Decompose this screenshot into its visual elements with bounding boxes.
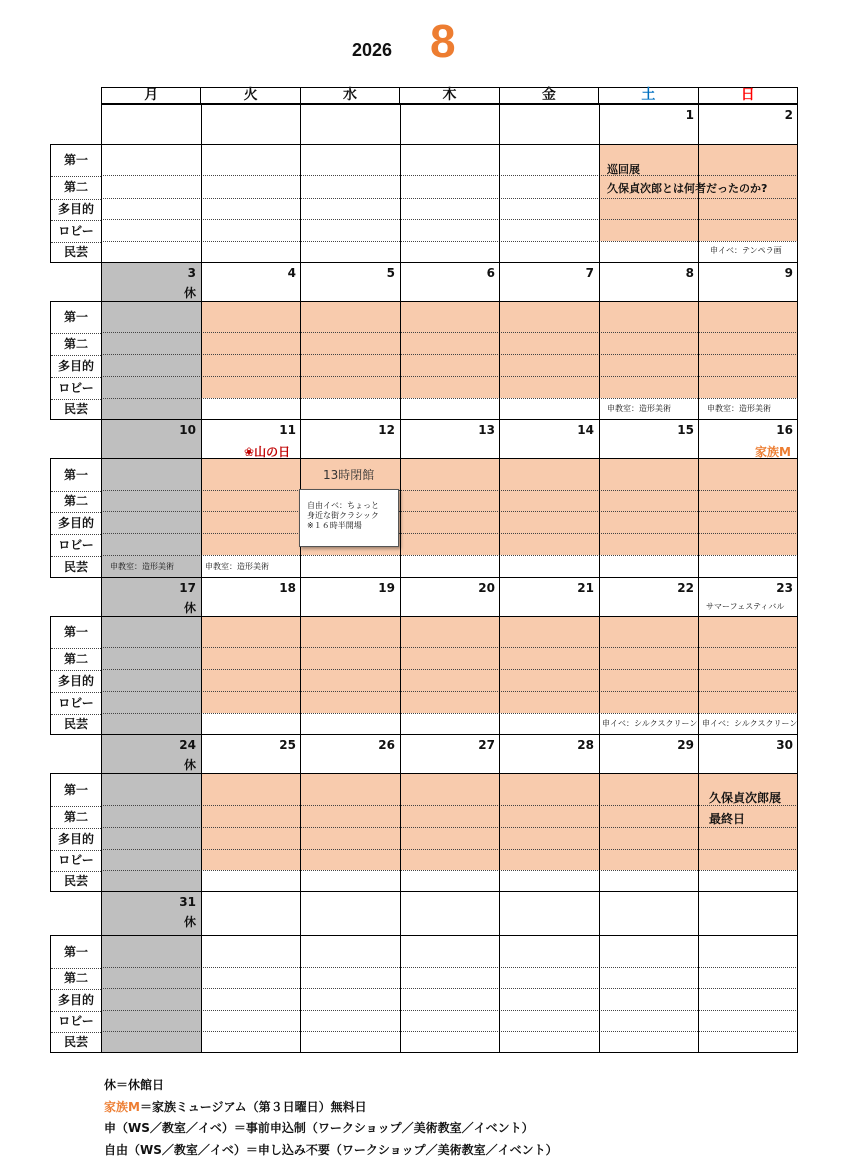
event-exhibit-title: 巡回展 bbox=[607, 163, 640, 176]
grid-line bbox=[499, 891, 500, 1053]
day-number: 20 bbox=[478, 581, 495, 595]
exhibition-cell bbox=[201, 616, 300, 713]
exhibition-cell bbox=[201, 773, 300, 870]
grid-line bbox=[201, 419, 202, 578]
flower-icon: ❀ bbox=[244, 445, 255, 459]
grid-line bbox=[599, 104, 600, 263]
closed-day-cell bbox=[101, 398, 201, 419]
grid-line bbox=[599, 577, 600, 735]
grid-line bbox=[797, 891, 798, 1053]
exhibition-cell bbox=[400, 616, 499, 713]
grid-dotted-line bbox=[101, 713, 798, 714]
grid-dotted-line bbox=[101, 490, 798, 491]
event-class-tue-w3: 申教室：造形美術 bbox=[205, 562, 269, 571]
room-label-divider bbox=[51, 714, 101, 715]
grid-line bbox=[300, 891, 301, 1053]
legend-reservation: 申（WS／教室／イベ）＝事前申込制（ワークショップ／美術教室／イベント） bbox=[104, 1121, 534, 1135]
grid-dotted-line bbox=[101, 870, 798, 871]
popup-line: 身近な街クラシック bbox=[307, 511, 379, 520]
day-number: 8 bbox=[685, 266, 694, 280]
weekday-thu: 木 bbox=[400, 88, 499, 103]
grid-dotted-line bbox=[101, 805, 798, 806]
event-class-sat-w2: 申教室：造形美術 bbox=[607, 404, 671, 413]
exhibition-cell bbox=[300, 301, 400, 398]
room-label: 第一 bbox=[63, 945, 88, 959]
closed-day-cell bbox=[101, 773, 201, 870]
grid-line bbox=[400, 891, 401, 1053]
holiday-label bbox=[244, 443, 290, 460]
room-label: 多目的 bbox=[57, 516, 94, 530]
popup-line: 自由イベ：ちょっと bbox=[307, 501, 379, 510]
day-number: 6 bbox=[486, 266, 495, 280]
exhibition-cell bbox=[400, 301, 499, 398]
day-number: 11 bbox=[279, 423, 296, 437]
room-label-divider bbox=[51, 491, 101, 492]
room-label: 第二 bbox=[63, 494, 88, 508]
room-label: ロビー bbox=[58, 696, 94, 710]
event-last-day-title: 久保貞次郎展 bbox=[709, 791, 782, 805]
grid-line bbox=[101, 935, 798, 936]
legend-family-text: ＝家族ミュージアム（第３日曜日）無料日 bbox=[139, 1100, 367, 1114]
room-label-column bbox=[50, 773, 101, 892]
exhibition-cell bbox=[599, 458, 698, 555]
room-label-divider bbox=[51, 828, 101, 829]
grid-dotted-line bbox=[101, 354, 798, 355]
weekday-tue: 火 bbox=[201, 88, 300, 103]
event-summer-festival: サマーフェスティバル bbox=[706, 602, 785, 611]
grid-line bbox=[499, 734, 500, 892]
room-label-divider bbox=[51, 1032, 101, 1033]
day-number: 5 bbox=[386, 266, 395, 280]
day-number: 3 bbox=[187, 266, 196, 280]
legend-family bbox=[104, 1098, 367, 1115]
event-silkscreen-sun: 申イベ：シルクスクリーン bbox=[702, 719, 798, 728]
exhibition-cell bbox=[201, 458, 300, 555]
day-number: 28 bbox=[577, 738, 594, 752]
room-label-column bbox=[50, 935, 101, 1053]
room-label-divider bbox=[51, 556, 101, 557]
popup-line: ※１６時半開場 bbox=[307, 521, 362, 530]
grid-line bbox=[101, 773, 798, 774]
weekday-wed: 水 bbox=[301, 88, 400, 103]
exhibition-cell bbox=[499, 773, 599, 870]
day-number: 15 bbox=[677, 423, 694, 437]
grid-line bbox=[101, 419, 102, 578]
exhibition-cell bbox=[400, 458, 499, 555]
room-label-column bbox=[50, 458, 101, 578]
month: 8 bbox=[430, 15, 456, 67]
grid-line bbox=[300, 104, 301, 263]
room-label: ロビー bbox=[58, 853, 94, 867]
exhibition-cell bbox=[599, 301, 698, 398]
closed-day-cell bbox=[101, 616, 201, 713]
day-number: 13 bbox=[478, 423, 495, 437]
grid-dotted-line bbox=[101, 398, 798, 399]
weekday-sun: 日 bbox=[740, 87, 755, 103]
grid-dotted-line bbox=[101, 376, 798, 377]
event-class-mon-w3: 申教室：造形美術 bbox=[110, 562, 174, 571]
room-label: 多目的 bbox=[57, 202, 94, 216]
room-label: 第二 bbox=[63, 180, 88, 194]
room-label: 第二 bbox=[63, 652, 88, 666]
room-label-divider bbox=[51, 692, 101, 693]
grid-line bbox=[400, 734, 401, 892]
closed-day-cell bbox=[101, 935, 201, 1031]
room-label: 第一 bbox=[63, 153, 88, 167]
day-number: 7 bbox=[585, 266, 594, 280]
grid-line bbox=[300, 734, 301, 892]
family-museum-label: 家族M bbox=[755, 445, 791, 459]
exhibition-cell bbox=[201, 301, 300, 398]
day-number: 16 bbox=[776, 423, 793, 437]
closed-day-cell bbox=[101, 301, 201, 398]
room-label-divider bbox=[51, 242, 101, 243]
room-label-column bbox=[50, 616, 101, 735]
exhibition-cell bbox=[300, 773, 400, 870]
grid-line bbox=[400, 419, 401, 578]
grid-line bbox=[400, 262, 401, 420]
grid-line bbox=[101, 734, 798, 735]
grid-dotted-line bbox=[101, 555, 798, 556]
day-number: 14 bbox=[577, 423, 594, 437]
grid-line bbox=[797, 419, 798, 578]
room-label-divider bbox=[51, 648, 101, 649]
room-label: 第一 bbox=[63, 468, 88, 482]
room-label: 第二 bbox=[63, 337, 88, 351]
grid-line bbox=[101, 144, 798, 145]
exhibition-cell bbox=[698, 458, 798, 555]
room-label-divider bbox=[51, 670, 101, 671]
room-label-divider bbox=[51, 989, 101, 990]
day-number: 25 bbox=[279, 738, 296, 752]
grid-line bbox=[300, 577, 301, 735]
day-number: 23 bbox=[776, 581, 793, 595]
legend-family-key: 家族M bbox=[104, 1100, 140, 1114]
event-silkscreen-sat: 申イベ：シルクスクリーン bbox=[602, 719, 698, 728]
grid-line bbox=[101, 577, 798, 578]
grid-dotted-line bbox=[101, 332, 798, 333]
room-label: ロビー bbox=[58, 1014, 94, 1028]
closed-day-cell bbox=[101, 458, 201, 555]
grid-line bbox=[698, 262, 699, 420]
grid-dotted-line bbox=[101, 967, 798, 968]
grid-line bbox=[499, 104, 500, 263]
exhibition-cell bbox=[599, 773, 698, 870]
event-tempera: 申イベ：テンペラ画 bbox=[710, 246, 782, 255]
grid-line bbox=[599, 419, 600, 578]
grid-dotted-line bbox=[101, 691, 798, 692]
grid-line bbox=[101, 616, 798, 617]
grid-line bbox=[400, 104, 401, 263]
weekday-fri: 金 bbox=[500, 88, 599, 103]
grid-line bbox=[599, 891, 600, 1053]
room-label-divider bbox=[51, 377, 101, 378]
grid-line bbox=[300, 262, 301, 420]
grid-line bbox=[797, 577, 798, 735]
day-number: 2 bbox=[784, 108, 793, 122]
grid-dotted-line bbox=[101, 647, 798, 648]
early-close-label: 13時閉館 bbox=[323, 468, 375, 482]
holiday-name: 山の日 bbox=[254, 445, 291, 459]
grid-line bbox=[797, 104, 798, 263]
grid-line bbox=[101, 262, 798, 263]
grid-line bbox=[101, 104, 798, 105]
grid-line bbox=[499, 419, 500, 578]
day-number: 30 bbox=[776, 738, 793, 752]
grid-dotted-line bbox=[101, 849, 798, 850]
grid-dotted-line bbox=[101, 219, 798, 220]
grid-dotted-line bbox=[101, 669, 798, 670]
grid-dotted-line bbox=[101, 511, 798, 512]
room-label: 民芸 bbox=[63, 560, 88, 574]
day-number: 26 bbox=[378, 738, 395, 752]
grid-line bbox=[698, 734, 699, 892]
room-label-divider bbox=[51, 1011, 101, 1012]
grid-line bbox=[599, 262, 600, 420]
room-label: 第一 bbox=[63, 783, 88, 797]
day-number: 24 bbox=[179, 738, 196, 752]
day-number: 9 bbox=[784, 266, 793, 280]
grid-dotted-line bbox=[101, 1010, 798, 1011]
room-label: 第二 bbox=[63, 810, 88, 824]
free-event-popup bbox=[299, 489, 399, 547]
grid-line bbox=[797, 262, 798, 420]
room-label-divider bbox=[51, 199, 101, 200]
closed-marker: 休 bbox=[183, 758, 196, 772]
exhibition-cell bbox=[499, 458, 599, 555]
room-label-column bbox=[50, 144, 101, 263]
closed-day-cell bbox=[101, 870, 201, 891]
room-label: ロビー bbox=[58, 224, 94, 238]
grid-dotted-line bbox=[101, 175, 798, 176]
room-label: 第一 bbox=[63, 310, 88, 324]
exhibition-cell bbox=[499, 616, 599, 713]
room-label-divider bbox=[51, 355, 101, 356]
room-label: 第二 bbox=[63, 971, 88, 985]
grid-line bbox=[698, 419, 699, 578]
weekday-sat: 土 bbox=[599, 88, 698, 103]
closed-day-cell bbox=[101, 1031, 201, 1052]
room-label: 多目的 bbox=[57, 993, 94, 1007]
room-label-divider bbox=[51, 220, 101, 221]
exhibition-cell bbox=[499, 301, 599, 398]
exhibition-cell bbox=[698, 616, 798, 713]
day-number: 10 bbox=[179, 423, 196, 437]
grid-line bbox=[101, 104, 102, 263]
grid-line bbox=[101, 458, 798, 459]
room-label-divider bbox=[51, 806, 101, 807]
day-number: 18 bbox=[279, 581, 296, 595]
grid-line bbox=[101, 1052, 798, 1053]
grid-line bbox=[201, 577, 202, 735]
room-label: 民芸 bbox=[63, 1035, 88, 1049]
grid-dotted-line bbox=[101, 988, 798, 989]
day-number: 22 bbox=[677, 581, 694, 595]
room-label-divider bbox=[51, 850, 101, 851]
day-number: 17 bbox=[179, 581, 196, 595]
room-label: ロビー bbox=[58, 381, 94, 395]
room-label: 民芸 bbox=[63, 402, 88, 416]
grid-line bbox=[499, 577, 500, 735]
day-number: 4 bbox=[287, 266, 296, 280]
day-number: 19 bbox=[378, 581, 395, 595]
closed-day-cell bbox=[101, 713, 201, 734]
room-label: 第一 bbox=[63, 625, 88, 639]
exhibition-cell bbox=[300, 616, 400, 713]
grid-line bbox=[201, 891, 202, 1053]
closed-marker: 休 bbox=[183, 601, 196, 615]
grid-line bbox=[101, 301, 798, 302]
room-label-divider bbox=[51, 871, 101, 872]
legend-free: 自由（WS／教室／イベ）＝申し込み不要（ワークショップ／美術教室／イベント） bbox=[104, 1143, 558, 1157]
grid-line bbox=[201, 734, 202, 892]
grid-line bbox=[201, 262, 202, 420]
grid-line bbox=[698, 577, 699, 735]
room-label: 多目的 bbox=[57, 832, 94, 846]
closed-marker: 休 bbox=[183, 286, 196, 300]
closed-marker: 休 bbox=[183, 915, 196, 929]
event-class-sun-w2: 申教室：造形美術 bbox=[707, 404, 771, 413]
room-label: 多目的 bbox=[57, 674, 94, 688]
room-label: 民芸 bbox=[63, 874, 88, 888]
grid-line bbox=[698, 891, 699, 1053]
grid-dotted-line bbox=[101, 1031, 798, 1032]
room-label-divider bbox=[51, 512, 101, 513]
room-label-column bbox=[50, 301, 101, 420]
exhibition-cell bbox=[698, 301, 798, 398]
day-number: 1 bbox=[685, 108, 694, 122]
exhibition-cell bbox=[599, 616, 698, 713]
room-label-divider bbox=[51, 333, 101, 334]
exhibition-cell bbox=[400, 773, 499, 870]
room-label-divider bbox=[51, 399, 101, 400]
weekday-header bbox=[101, 87, 798, 104]
day-number: 21 bbox=[577, 581, 594, 595]
day-number: 31 bbox=[179, 895, 196, 909]
grid-dotted-line bbox=[101, 827, 798, 828]
grid-line bbox=[101, 891, 798, 892]
room-label: 多目的 bbox=[57, 359, 94, 373]
event-last-day-label: 最終日 bbox=[709, 812, 746, 826]
room-label-divider bbox=[51, 968, 101, 969]
room-label-divider bbox=[51, 534, 101, 535]
weekday-mon: 月 bbox=[102, 88, 201, 103]
grid-line bbox=[499, 262, 500, 420]
room-label-divider bbox=[51, 176, 101, 177]
grid-line bbox=[599, 734, 600, 892]
grid-dotted-line bbox=[101, 533, 798, 534]
legend-closed: 休＝休館日 bbox=[104, 1078, 165, 1092]
room-label: 民芸 bbox=[63, 245, 88, 259]
grid-line bbox=[201, 104, 202, 263]
grid-dotted-line bbox=[101, 198, 798, 199]
room-label: 民芸 bbox=[63, 717, 88, 731]
day-number: 27 bbox=[478, 738, 495, 752]
grid-dotted-line bbox=[101, 241, 798, 242]
grid-line bbox=[797, 734, 798, 892]
room-label: ロビー bbox=[58, 538, 94, 552]
event-exhibit-subtitle: 久保貞次郎とは何者だったのか? bbox=[607, 182, 768, 195]
year: 2026 bbox=[352, 40, 393, 60]
grid-line bbox=[400, 577, 401, 735]
day-number: 12 bbox=[378, 423, 395, 437]
day-number: 29 bbox=[677, 738, 694, 752]
grid-line bbox=[101, 419, 798, 420]
